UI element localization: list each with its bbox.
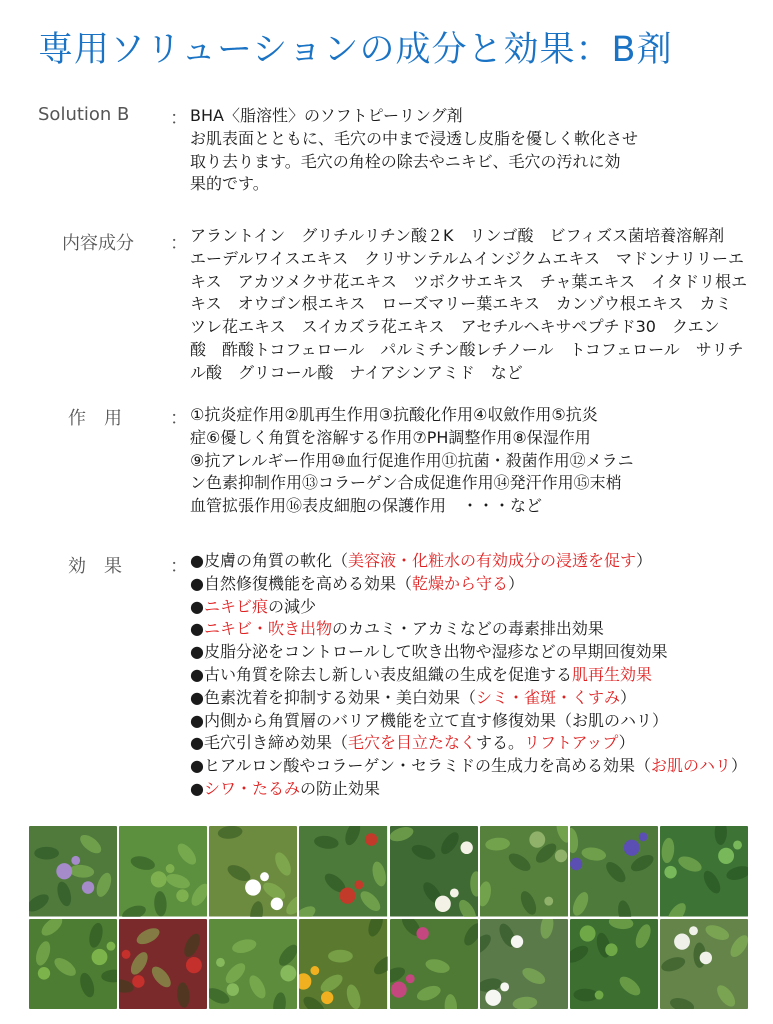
ingredients-line: エーデルワイスエキス クリサンテルムインジクムエキス マドンナリリーエ (190, 248, 745, 268)
action-line: ン色素抑制作用⑬コラーゲン合成促進作用⑭発汗作用⑮末梢 (190, 473, 622, 493)
solution-description (190, 105, 638, 196)
effect-item: ●内側から角質層のバリア機能を立て直す修復効果（お肌のハリ） (190, 710, 668, 730)
ingredients-list (190, 225, 747, 385)
edelweiss-photo (660, 919, 748, 1010)
rosehip-photo (299, 826, 387, 917)
rosemary-photo (480, 826, 568, 917)
effect-item: ●皮脂分泌をコントロールして吹き出物や湿疹などの早期回復効果 (190, 642, 668, 662)
ingredients-line: ツレ花エキス スイカズラ花エキス アセチルヘキサペプチド30 クエン (190, 317, 720, 337)
action-line: 血管拡張作用⑯表皮細胞の保護作用 ・・・など (190, 496, 543, 516)
effect-item: ●色素沈着を抑制する効果・美白効果（シミ・雀斑・くすみ） (190, 687, 636, 707)
ingredients-line: アラントイン グリチルリチン酸２K リンゴ酸 ビフィズス菌培養溶解剤 (190, 226, 725, 245)
tea-leaf-photo (29, 919, 117, 1010)
effects-colon: ： (170, 556, 188, 577)
ingredients-line: ル酸 グリコール酸 ナイアシンアミド など (190, 362, 523, 382)
effects-label: 効 果 (68, 556, 122, 577)
plant-photo-grid (29, 826, 748, 1009)
solution-line: お肌表面とともに、毛穴の中まで浸透し皮脂を優しく軟化させ (190, 128, 639, 148)
effect-item: ●毛穴引き締め効果（毛穴を目立たなくする。リフトアップ） (190, 733, 635, 753)
effect-item: ●皮膚の角質の軟化（美容液・化粧水の有効成分の浸透を促す） (190, 551, 652, 570)
effect-item: ●自然修復機能を高める効果（乾燥から守る） (190, 573, 524, 593)
effect-item: ●古い角質を除去し新しい表皮組織の生成を促進する肌再生効果 (190, 664, 652, 684)
action-line: ⑨抗アレルギー作用⑩血行促進作用⑪抗菌・殺菌作用⑫メラニ (190, 450, 634, 470)
effect-item: ●ヒアルロン酸やコラーゲン・セラミドの生成力を高める効果（お肌のハリ） (190, 756, 748, 776)
madonna-lily-photo (480, 919, 568, 1010)
ingredients-line: キス アカツメクサ花エキス ツボクサエキス チャ葉エキス イタドリ根エ (190, 271, 748, 291)
action-list (190, 404, 634, 518)
melissa-photo (209, 919, 297, 1010)
green-plant-photo (119, 826, 207, 917)
solution-line: 取り去ります。毛穴の角栓の除去やニキビ、毛穴の汚れに効 (190, 151, 621, 171)
action-line: 症⑥優しく角質を溶解する作用⑦PH調整作用⑧保湿作用 (190, 427, 591, 447)
effect-item: ●ニキビ・吹き出物のカユミ・アカミなどの毒素排出効果 (190, 619, 604, 639)
solution-line: BHA〈脂溶性〉のソフトピーリング剤 (190, 106, 463, 125)
effect-item: ●シワ・たるみの防止効果 (190, 778, 380, 798)
ingredients-colon: ： (170, 233, 188, 254)
solution-label: Solution B (38, 104, 130, 125)
action-label: 作 用 (68, 408, 122, 429)
ingredients-line: キス オウゴン根エキス ローズマリー葉エキス カンゾウ根エキス カミ (190, 294, 732, 314)
knotweed-photo (570, 919, 658, 1010)
effects-list (190, 550, 747, 801)
centella-photo (660, 826, 748, 917)
chamomile-photo (209, 826, 297, 917)
action-line: ①抗炎症作用②肌再生作用③抗酸化作用④収斂作用⑤抗炎 (190, 405, 598, 424)
apple-photo (119, 919, 207, 1010)
comfrey-photo (29, 826, 117, 917)
arnica-photo (299, 919, 387, 1010)
ingredients-label: 内容成分 (62, 233, 134, 254)
skullcap-photo (570, 826, 658, 917)
effect-item: ●ニキビ痕の減少 (190, 596, 316, 616)
action-colon: ： (170, 408, 188, 429)
solution-colon: ： (170, 108, 188, 129)
page-title: 専用ソリューションの成分と効果：B剤 (38, 30, 673, 70)
solution-line: 果的です。 (190, 174, 269, 194)
ingredients-line: 酸 酢酸トコフェロール パルミチン酸レチノール トコフェロール サリチ (190, 339, 744, 359)
red-clover-photo (390, 919, 478, 1010)
honeysuckle-photo (390, 826, 478, 917)
